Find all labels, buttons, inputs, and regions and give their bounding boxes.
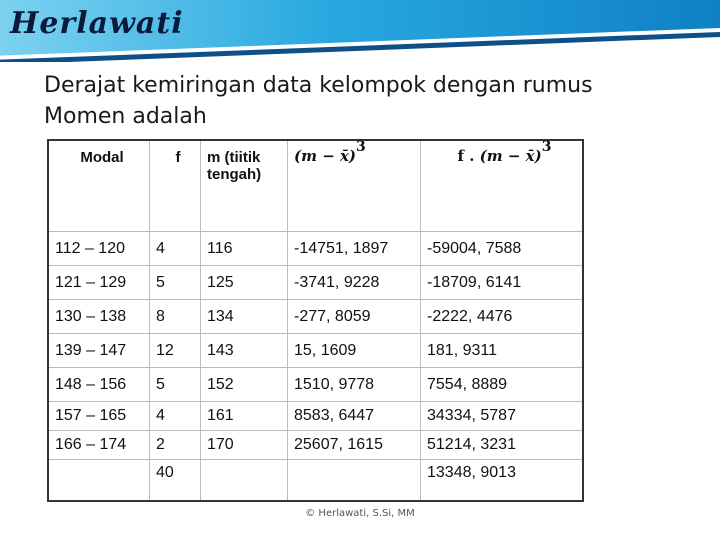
header-midpoint: m (tiitik tengah) <box>201 140 288 232</box>
formula1-base: (m − x̄) <box>294 147 357 165</box>
cell-fd3: 51214, 3231 <box>421 431 584 460</box>
cell-d3: 15, 1609 <box>288 334 421 368</box>
table-header-row <box>48 140 583 232</box>
header-f-deviation-cubed <box>421 140 584 232</box>
cell-m: 143 <box>201 334 288 368</box>
table-row <box>48 300 583 334</box>
cell-f: 5 <box>150 266 201 300</box>
cell-modal: 157 – 165 <box>48 402 150 431</box>
cell-modal: 130 – 138 <box>48 300 150 334</box>
cell-d3: -14751, 1897 <box>288 232 421 266</box>
formula2-prefix: f . <box>457 147 480 165</box>
formula2-exponent: 3 <box>541 139 552 155</box>
cell-f: 8 <box>150 300 201 334</box>
cell-fd3: 34334, 5787 <box>421 402 584 431</box>
footer-credit: © Herlawati, S.Si, MM <box>305 508 415 519</box>
cell-d3: -277, 8059 <box>288 300 421 334</box>
cell-m: 134 <box>201 300 288 334</box>
table-row <box>48 431 583 460</box>
cell-total-f: 40 <box>150 460 201 502</box>
moment-table <box>47 139 584 502</box>
cell-f: 12 <box>150 334 201 368</box>
cell-m: 170 <box>201 431 288 460</box>
cell-d3: 8583, 6447 <box>288 402 421 431</box>
title-banner <box>0 0 720 62</box>
cell-modal: 139 – 147 <box>48 334 150 368</box>
cell-d3: 25607, 1615 <box>288 431 421 460</box>
cell-fd3: -59004, 7588 <box>421 232 584 266</box>
table-total-row <box>48 460 583 502</box>
formula1-exponent: 3 <box>356 139 366 155</box>
slide-heading: Derajat kemiringan data kelompok dengan rumus Momen adalah <box>44 73 593 129</box>
table-row <box>48 334 583 368</box>
cell-m: 161 <box>201 402 288 431</box>
cell-fd3: -2222, 4476 <box>421 300 584 334</box>
cell-modal: 166 – 174 <box>48 431 150 460</box>
cell-f: 2 <box>150 431 201 460</box>
cell-m: 125 <box>201 266 288 300</box>
cell-fd3: -18709, 6141 <box>421 266 584 300</box>
header-f: f <box>150 140 201 232</box>
cell-m: 152 <box>201 368 288 402</box>
cell-f: 4 <box>150 402 201 431</box>
cell-modal: 148 – 156 <box>48 368 150 402</box>
cell-m: 116 <box>201 232 288 266</box>
cell-f: 5 <box>150 368 201 402</box>
banner-title: Herlawati <box>10 6 184 41</box>
header-deviation-cubed <box>288 140 421 232</box>
cell-fd3: 181, 9311 <box>421 334 584 368</box>
table-row <box>48 232 583 266</box>
table-row <box>48 402 583 431</box>
cell-modal: 121 – 129 <box>48 266 150 300</box>
cell-modal: 112 – 120 <box>48 232 150 266</box>
header-modal: Modal <box>48 140 150 232</box>
table-row <box>48 266 583 300</box>
cell-total-empty <box>201 460 288 502</box>
cell-f: 4 <box>150 232 201 266</box>
table-row <box>48 368 583 402</box>
cell-fd3: 7554, 8889 <box>421 368 584 402</box>
formula2-base: (m − x̄) <box>479 147 542 165</box>
cell-total-empty <box>48 460 150 502</box>
cell-total-empty <box>288 460 421 502</box>
cell-total-fd3: 13348, 9013 <box>421 460 584 502</box>
cell-d3: -3741, 9228 <box>288 266 421 300</box>
cell-d3: 1510, 9778 <box>288 368 421 402</box>
